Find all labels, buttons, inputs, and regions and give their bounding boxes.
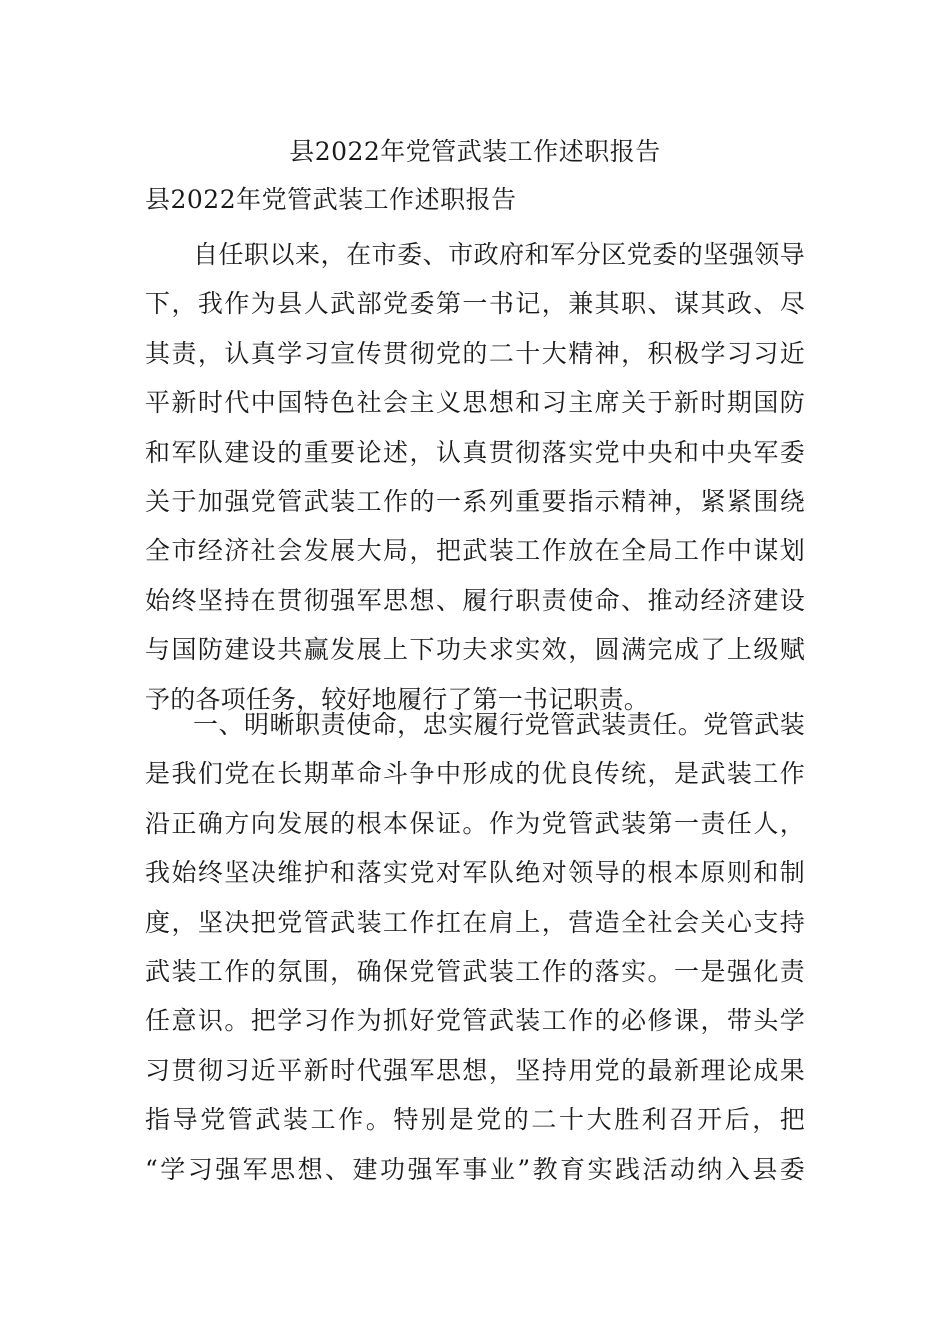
paragraph-line: 我始终坚决维护和落实党对军队绝对领导的根本原则和制 (145, 858, 805, 888)
paragraph-line: 武装工作的氛围，确保党管武装工作的落实。一是强化责 (145, 956, 805, 986)
paragraph-line: 度，坚决把党管武装工作扛在肩上，营造全社会关心支持 (145, 907, 805, 937)
paragraph-line: 一、明晰职责使命，忠实履行党管武装责任。党管武装 (193, 710, 805, 739)
paragraph-line: “学习强军思想、建功强军事业”教育实践活动纳入县委 (145, 1154, 805, 1184)
paragraph-line: 予的各项任务，较好地履行了第一书记职责。 (145, 684, 650, 714)
paragraph-line: 自任职以来，在市委、市政府和军分区党委的坚强领导 (193, 240, 805, 269)
paragraph-line: 全市经济社会发展大局，把武装工作放在全局工作中谋划 (145, 536, 805, 566)
paragraph-section-one (145, 700, 805, 1194)
paragraph-line: 指导党管武装工作。特别是党的二十大胜利召开后，把 (145, 1105, 805, 1135)
paragraph-line: 沿正确方向发展的根本保证。作为党管武装第一责任人， (145, 808, 805, 838)
paragraph-line: 习贯彻习近平新时代强军思想，坚持用党的最新理论成果 (145, 1055, 805, 1085)
paragraph-line: 任意识。把学习作为抓好党管武装工作的必修课，带头学 (145, 1006, 805, 1036)
paragraph-line: 平新时代中国特色社会主义思想和习主席关于新时期国防 (145, 388, 805, 418)
paragraph-line: 其责，认真学习宣传贯彻党的二十大精神，积极学习习近 (145, 338, 805, 368)
paragraph-line: 关于加强党管武装工作的一系列重要指示精神，紧紧围绕 (145, 486, 805, 516)
paragraph-line: 下，我作为县人武部党委第一书记，兼其职、谋其政、尽 (145, 289, 805, 319)
document-title: 县2022年党管武装工作述职报告 (289, 137, 661, 166)
paragraph-line: 与国防建设共赢发展上下功夫求实效，圆满完成了上级赋 (145, 635, 805, 665)
paragraph-line: 是我们党在长期革命斗争中形成的优良传统，是武装工作 (145, 759, 805, 789)
document-subtitle: 县2022年党管武装工作述职报告 (145, 185, 517, 214)
paragraph-line: 始终坚持在贯彻强军思想、履行职责使命、推动经济建设 (145, 585, 805, 615)
paragraph-intro (145, 230, 805, 724)
paragraph-line: 和军队建设的重要论述，认真贯彻落实党中央和中央军委 (145, 437, 805, 467)
